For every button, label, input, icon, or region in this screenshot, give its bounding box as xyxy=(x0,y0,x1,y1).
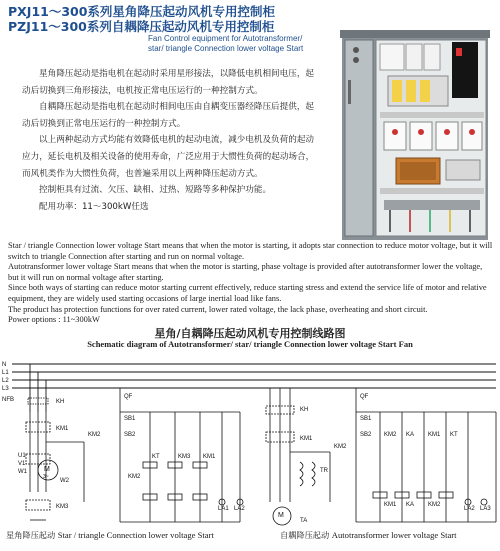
english-description xyxy=(8,241,494,326)
caption-right xyxy=(280,530,457,541)
title-line-1: PXJ11～300系列星角降压起动风机专用控制柜 xyxy=(8,4,275,19)
control-cabinet-image xyxy=(340,20,490,242)
caption-left-cn: 星角降压起动 xyxy=(6,530,56,540)
en-paragraph-3: Since both ways of starting can reduce motor starting current effectively, reduce starting stress and extend the service life of motor and relative equipment, they are widely used starting occasions of large inertial load like fans. xyxy=(8,283,487,303)
diagram-title-cn: 星角/自耦降压起动风机专用控制线路图 xyxy=(154,327,346,340)
bus-label-l3: L3 xyxy=(2,386,9,392)
label-km3-left: KM3 xyxy=(56,504,69,510)
label-la2-right: LA2 xyxy=(464,506,475,512)
label-km2-ctrl-left: KM2 xyxy=(128,474,141,480)
label-u1: U1 xyxy=(18,453,26,459)
header xyxy=(8,4,308,53)
cn-paragraph-5: 配用功率：11～300kW任选 xyxy=(39,201,149,212)
label-qf-left: QF xyxy=(124,394,133,400)
label-km1-coil-right: KM1 xyxy=(384,502,397,508)
label-kt-right: KT xyxy=(450,432,458,438)
label-kh-left: KH xyxy=(56,399,65,405)
caption-left-en: Star / triangle Connection lower voltage Start xyxy=(57,530,214,540)
en-paragraph-5: Power options : 11~300kW xyxy=(8,315,100,325)
caption-left xyxy=(6,530,214,541)
cn-paragraph-2: 自耦降压起动是指电机在起动时相间电压由自耦变压器经降压后提供，起动后切换到正常电压运行的一种控制方式。 xyxy=(22,102,315,129)
label-ta: TA xyxy=(300,518,308,524)
label-km2-right: KM2 xyxy=(334,444,347,450)
label-ka-right: KA xyxy=(406,432,415,438)
label-ka-coil-right: KA xyxy=(406,502,415,508)
label-motor-phase-left: 3~ xyxy=(43,474,49,480)
diagram-title-en: Schematic diagram of Autotransformer/ star/ triangle Connection lower voltage Start Fan xyxy=(87,339,413,349)
en-paragraph-1: Star / triangle Connection lower voltage Start means that when the motor is starting, it adopts star connection to reduce motor voltage, but it will switch to triangle Connection after starting and run on normal voltage. xyxy=(8,241,493,261)
subtitle-line-2: star/ triangle Connection lower voltage Start xyxy=(148,44,304,53)
label-km1-right: KM1 xyxy=(300,436,313,442)
label-la2-left: LA2 xyxy=(234,506,245,512)
label-w2: W2 xyxy=(60,478,69,484)
label-kh-right: KH xyxy=(300,407,309,413)
bus-label-n: N xyxy=(2,362,7,368)
label-sb2-left: SB2 xyxy=(124,432,136,438)
cn-paragraph-1: 星角降压起动是指电机在起动时采用星形接法，以降低电机相间电压，起动后切换到三角形接法，电机按正常电压运行的一种控制方式。 xyxy=(22,69,315,96)
bus-label-l2: L2 xyxy=(2,378,9,384)
label-motor-left: M xyxy=(44,466,50,473)
chinese-description xyxy=(22,66,320,215)
bus-label-nfb: NFB xyxy=(2,397,14,403)
label-km3-ctrl-left: KM3 xyxy=(178,454,191,460)
subtitle-line-1: Fan Control equipment for Autotransformer/ xyxy=(148,34,303,43)
label-sb2-right: SB2 xyxy=(360,432,372,438)
label-km1-ctrl-left: KM1 xyxy=(203,454,216,460)
en-paragraph-4: The product has protection functions for over rated current, lower rated voltage, the lack phase, overheating and short circuit. xyxy=(8,304,428,314)
label-km2-ctrl-right: KM2 xyxy=(384,432,397,438)
label-tr: TR xyxy=(320,468,328,474)
label-km1-ctrl-right: KM1 xyxy=(428,432,441,438)
control-circuit-diagram xyxy=(0,352,500,551)
caption-right-cn: 自耦降压起动 xyxy=(280,530,330,540)
cn-paragraph-4: 控制柜具有过流、欠压、缺相、过热、短路等多种保护功能。 xyxy=(39,185,272,196)
en-paragraph-2: Autotransformer lower voltage Start means that when the motor is starting, phase voltage is provided after autotransformer lower the voltage, but it will run on normal voltage after starting. xyxy=(8,262,483,282)
label-w1: W1 xyxy=(18,469,27,475)
label-la1-left: LA1 xyxy=(218,506,229,512)
label-motor-right: M xyxy=(278,512,284,519)
label-km2-coil-right: KM2 xyxy=(428,502,441,508)
bus-label-l1: L1 xyxy=(2,370,9,376)
label-qf-right: QF xyxy=(360,394,369,400)
caption-right-en: Autotransformer lower voltage Start xyxy=(331,530,457,540)
label-v1: V1 xyxy=(18,461,26,467)
label-la3-right: LA3 xyxy=(480,506,491,512)
label-kt-left: KT xyxy=(152,454,160,460)
label-km2-left: KM2 xyxy=(88,432,101,438)
label-sb1-right: SB1 xyxy=(360,416,372,422)
title-line-2: PZJ11～300系列自耦降压起动风机专用控制柜 xyxy=(8,19,275,34)
cn-paragraph-3: 以上两种起动方式均能有效降低电机的起动电流，减少电机及负荷的起动应力，延长电机及相关设备的使用寿命，广泛应用于大惯性负荷的起动场合，而风机类作为大惯性负荷，也普遍采用以上两种降压起动方式。 xyxy=(22,135,315,179)
label-km1-left: KM1 xyxy=(56,426,69,432)
label-sb1-left: SB1 xyxy=(124,416,136,422)
